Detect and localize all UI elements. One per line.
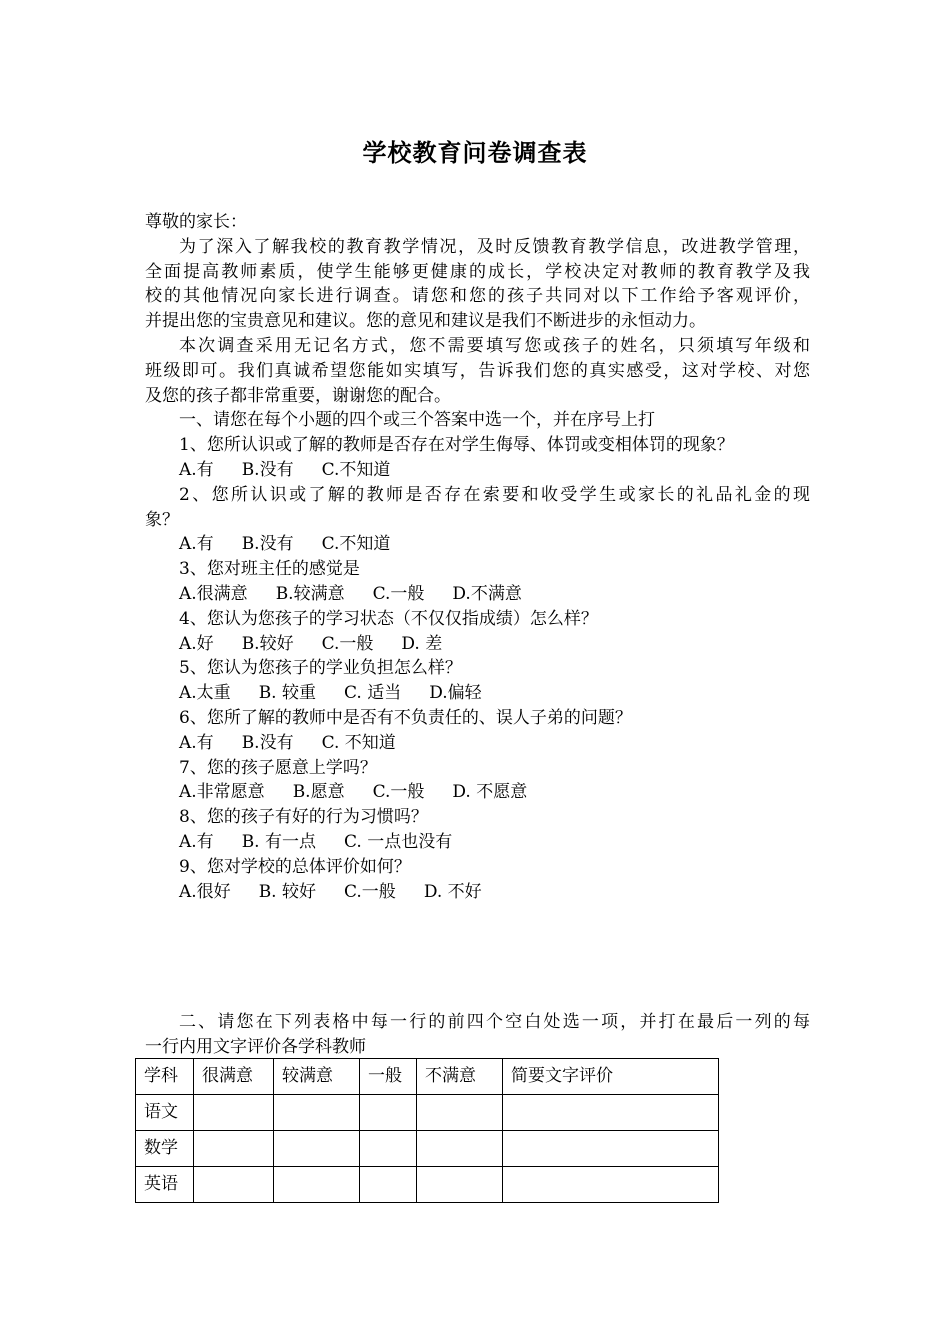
rating-cell[interactable] (194, 1167, 274, 1203)
answer-option[interactable]: C. 不知道 (321, 732, 396, 753)
question-text: 7、您的孩子愿意上学吗？ (179, 757, 377, 778)
answer-option[interactable]: D.不满意 (452, 583, 522, 604)
question-text: 9、您对学校的总体评价如何？ (179, 856, 411, 877)
section-1-heading: 一、请您在每个小题的四个或三个答案中选一个，并在序号上打 (179, 410, 655, 431)
intro-paragraph-2-line: 本次调查采用无记名方式，您不需要填写您或孩子的姓名，只须填写年级和 (179, 335, 810, 356)
answer-option[interactable]: B.没有 (241, 459, 294, 480)
answer-option[interactable]: C. 适当 (344, 683, 402, 704)
rating-cell[interactable] (417, 1167, 503, 1203)
question-options (145, 830, 810, 855)
table-header-cell: 一般 (360, 1059, 417, 1095)
intro-paragraph-1-line: 校的其他情况向家长进行调查。请您和您的孩子共同对以下工作给予客观评价， (145, 286, 810, 307)
answer-option[interactable]: B.较满意 (275, 583, 345, 604)
answer-option[interactable]: A.非常愿意 (179, 782, 265, 803)
question-text: 象？ (145, 509, 179, 530)
answer-option[interactable]: C. 一点也没有 (344, 831, 453, 852)
document-title: 学校教育问卷调查表 (362, 138, 588, 167)
answer-option[interactable]: C.一般 (321, 633, 374, 654)
rating-cell[interactable] (274, 1131, 360, 1167)
rating-cell[interactable] (194, 1131, 274, 1167)
intro-paragraph-1-line: 全面提高教师素质，使学生能够更健康的成长，学校决定对教师的教育教学及我 (145, 261, 810, 282)
table-row (136, 1167, 719, 1203)
rating-cell[interactable] (417, 1131, 503, 1167)
answer-option[interactable]: A.有 (179, 732, 214, 753)
section-2-heading (145, 1010, 810, 1060)
answer-option[interactable]: B. 有一点 (241, 831, 316, 852)
document-body (145, 210, 810, 904)
answer-option[interactable]: B. 较重 (258, 683, 316, 704)
question-text: 5、您认为您孩子的学业负担怎么样？ (179, 658, 462, 679)
question-options (145, 780, 810, 805)
answer-option[interactable]: A.太重 (179, 683, 231, 704)
answer-option[interactable]: B.较好 (241, 633, 294, 654)
intro-paragraph-2-line: 及您的孩子都非常重要，谢谢您的配合。 (145, 385, 451, 406)
answer-option[interactable]: C.一般 (372, 782, 425, 803)
answer-option[interactable]: B.没有 (241, 732, 294, 753)
table-header-cell: 学科 (136, 1059, 194, 1095)
question-text: 2、您所认识或了解的教师是否存在索要和收受学生或家长的礼品礼金的现 (179, 484, 810, 505)
comment-cell[interactable] (503, 1095, 719, 1131)
question-options (145, 632, 810, 657)
answer-option[interactable]: A.好 (179, 633, 214, 654)
table-header-row (136, 1059, 719, 1095)
answer-option[interactable]: A.很满意 (179, 583, 248, 604)
table-header-cell: 很满意 (194, 1059, 274, 1095)
answer-option[interactable]: C.一般 (344, 881, 396, 902)
question-options (145, 582, 810, 607)
answer-option[interactable]: B.没有 (241, 534, 294, 555)
rating-cell[interactable] (417, 1095, 503, 1131)
answer-option[interactable]: A.有 (179, 459, 214, 480)
greeting: 尊敬的家长： (145, 212, 247, 232)
question-options (145, 880, 810, 905)
intro-paragraph-2-line: 班级即可。我们真诚希望您能如实填写，告诉我们您的真实感受，这对学校、对您 (145, 360, 810, 381)
rating-cell[interactable] (194, 1095, 274, 1131)
table-row (136, 1131, 719, 1167)
comment-cell[interactable] (503, 1167, 719, 1203)
question-options (145, 532, 810, 557)
section-2-line: 一行内用文字评价各学科教师 (145, 1036, 366, 1057)
question-text: 4、您认为您孩子的学习状态（不仅仅指成绩）怎么样？ (179, 608, 598, 629)
subject-rating-table (135, 1058, 719, 1203)
answer-option[interactable]: D. 不好 (423, 881, 482, 902)
answer-option[interactable]: B. 较好 (258, 881, 316, 902)
answer-option[interactable]: C.一般 (372, 583, 425, 604)
table-row (136, 1095, 719, 1131)
question-text: 3、您对班主任的感觉是 (179, 559, 360, 580)
intro-paragraph-1-line: 并提出您的宝贵意见和建议。您的意见和建议是我们不断进步的永恒动力。 (145, 311, 706, 332)
subject-cell: 语文 (136, 1095, 194, 1131)
question-text: 6、您所了解的教师中是否有不负责任的、误人子弟的问题？ (179, 707, 632, 728)
answer-option[interactable]: A.有 (179, 831, 214, 852)
answer-option[interactable]: C.不知道 (321, 534, 391, 555)
rating-cell[interactable] (360, 1167, 417, 1203)
answer-option[interactable]: A.很好 (179, 881, 231, 902)
answer-option[interactable]: B.愿意 (292, 782, 345, 803)
comment-cell[interactable] (503, 1131, 719, 1167)
intro-paragraph-1-line: 为了深入了解我校的教育教学情况，及时反馈教育教学信息，改进教学管理， (179, 236, 810, 257)
answer-option[interactable]: A.有 (179, 534, 214, 555)
table-header-cell: 较满意 (274, 1059, 360, 1095)
section-2-line: 二、请您在下列表格中每一行的前四个空白处选一项，并打在最后一列的每 (179, 1012, 810, 1032)
subject-cell: 英语 (136, 1167, 194, 1203)
question-options (145, 681, 810, 706)
rating-cell[interactable] (274, 1167, 360, 1203)
table-header-cell: 不满意 (417, 1059, 503, 1095)
table-header-cell: 简要文字评价 (503, 1059, 719, 1095)
answer-option[interactable]: D.偏轻 (429, 683, 482, 704)
question-list (145, 433, 810, 904)
question-text: 8、您的孩子有好的行为习惯吗？ (179, 807, 428, 828)
question-options (145, 458, 810, 483)
answer-option[interactable]: D. 不愿意 (452, 782, 528, 803)
question-text: 1、您所认识或了解的教师是否存在对学生侮辱、体罚或变相体罚的现象？ (179, 435, 734, 456)
answer-option[interactable]: C.不知道 (321, 459, 391, 480)
rating-cell[interactable] (360, 1095, 417, 1131)
subject-cell: 数学 (136, 1131, 194, 1167)
rating-cell[interactable] (360, 1131, 417, 1167)
question-options (145, 731, 810, 756)
answer-option[interactable]: D. 差 (401, 633, 443, 654)
rating-cell[interactable] (274, 1095, 360, 1131)
